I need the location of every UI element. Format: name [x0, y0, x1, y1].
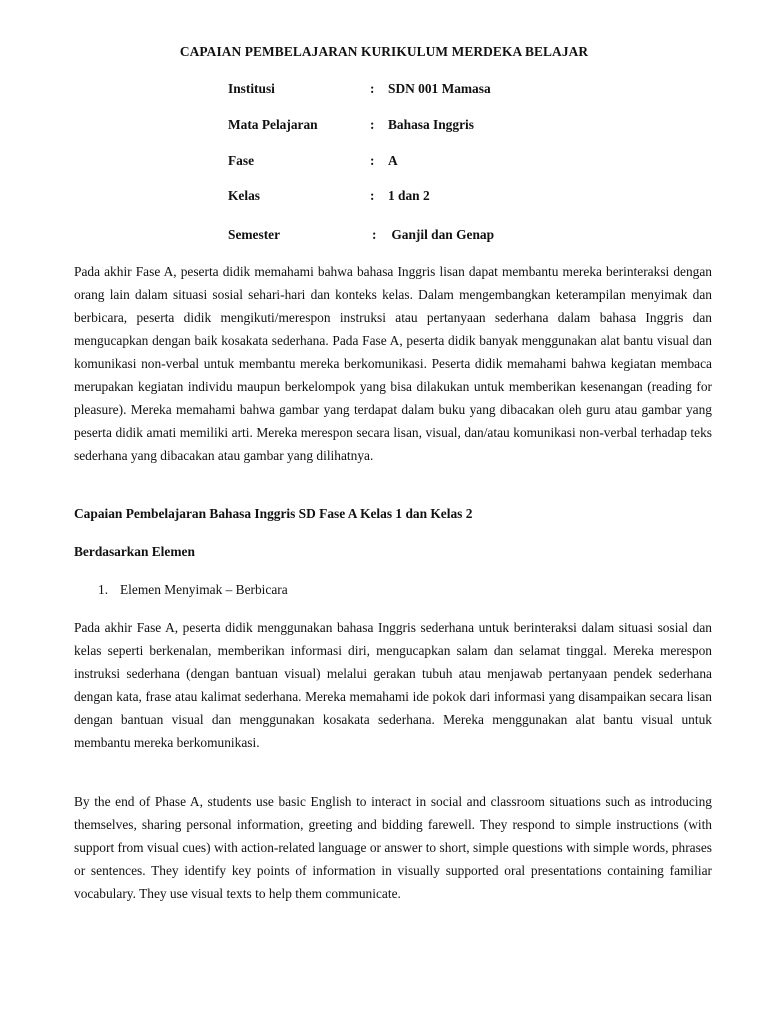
paragraph-indonesian: Pada akhir Fase A, peserta didik menggunakan bahasa Inggris sederhana untuk berinteraksi dalam situasi sosial dan kelas seperti berkenalan, memberikan informasi diri, mengucapkan salam dan selamat tinggal. Mereka merespon instruksi sederhana (dengan bantuan visual) melalui gerakan tubuh atau menjawab pertanyaan pendek sederhana dengan kata, frase atau kalimat sederhana. Mereka memahami ide pokok dari informasi yang disampaikan secara lisan dengan bantuan visual dan menggunakan kosakata sederhana. Mereka menggunakan alat bantu visual untuk membantu mereka berkomunikasi.	[74, 620, 712, 750]
meta-label: Kelas	[228, 188, 260, 203]
meta-value: A	[388, 153, 398, 168]
meta-label: Fase	[228, 153, 255, 168]
meta-value: 1 dan 2	[388, 188, 430, 203]
meta-label: Semester	[228, 227, 281, 242]
meta-label: Mata Pelajaran	[228, 117, 318, 132]
document-title: CAPAIAN PEMBELAJARAN KURIKULUM MERDEKA BELAJAR	[179, 44, 589, 59]
meta-colon: :	[370, 188, 375, 203]
section-heading: Capaian Pembelajaran Bahasa Inggris SD Fase A Kelas 1 dan Kelas 2	[74, 506, 473, 521]
meta-colon: :	[372, 227, 377, 242]
meta-value: SDN 001 Mamasa	[388, 81, 491, 96]
meta-row-semester	[228, 227, 648, 247]
meta-row-kelas	[228, 188, 648, 208]
list-text: Elemen Menyimak – Berbicara	[120, 582, 288, 597]
meta-row-fase	[228, 153, 648, 173]
intro-paragraph: Pada akhir Fase A, peserta didik memahami bahwa bahasa Inggris lisan dapat membantu mereka berinteraksi dengan orang lain dalam situasi sosial sehari-hari dan konteks kelas. Dalam mengembangkan keterampilan menyimak dan berbicara, peserta didik mengikuti/merespon instruksi atau pertanyaan sederhana dalam bahasa Inggris dan mengucapkan dengan baik kosakata sederhana. Pada Fase A, peserta didik banyak menggunakan alat bantu visual dan komunikasi non-verbal untuk membantu mereka berkomunikasi. Peserta didik memahami bahwa kegiatan membaca merupakan kegiatan individu maupun berkelompok yang bisa dilakukan untuk memberikan kesenangan (reading for pleasure). Mereka memahami bahwa gambar yang terdapat dalam buku yang dibacakan oleh guru atau gambar yang peserta didik amati memiliki arti. Mereka merespon secara lisan, visual, dan/atau komunikasi non-verbal terhadap teks sederhana yang dibacakan atau gambar yang dilihatnya.	[74, 264, 712, 463]
meta-label: Institusi	[228, 81, 275, 96]
list-item	[98, 582, 288, 598]
meta-value: Bahasa Inggris	[388, 117, 474, 132]
list-number: 1.	[98, 582, 109, 597]
meta-colon: :	[370, 153, 375, 168]
meta-row-mata-pelajaran	[228, 117, 648, 137]
meta-value: Ganjil dan Genap	[388, 227, 495, 242]
subheading: Berdasarkan Elemen	[74, 544, 195, 559]
meta-row-institusi	[228, 81, 648, 101]
meta-colon: :	[370, 81, 375, 96]
meta-colon: :	[370, 117, 375, 132]
paragraph-english: By the end of Phase A, students use basic English to interact in social and classroom situations such as introducing themselves, sharing personal information, greeting and bidding farewell. They respond to simple instructions (with support from visual cues) with action-related language or answer to short, simple questions with simple words, phrases or sentences. They identify key points of information in visually supported oral presentations containing familiar vocabulary. They use visual texts to help them communicate.	[74, 794, 712, 901]
